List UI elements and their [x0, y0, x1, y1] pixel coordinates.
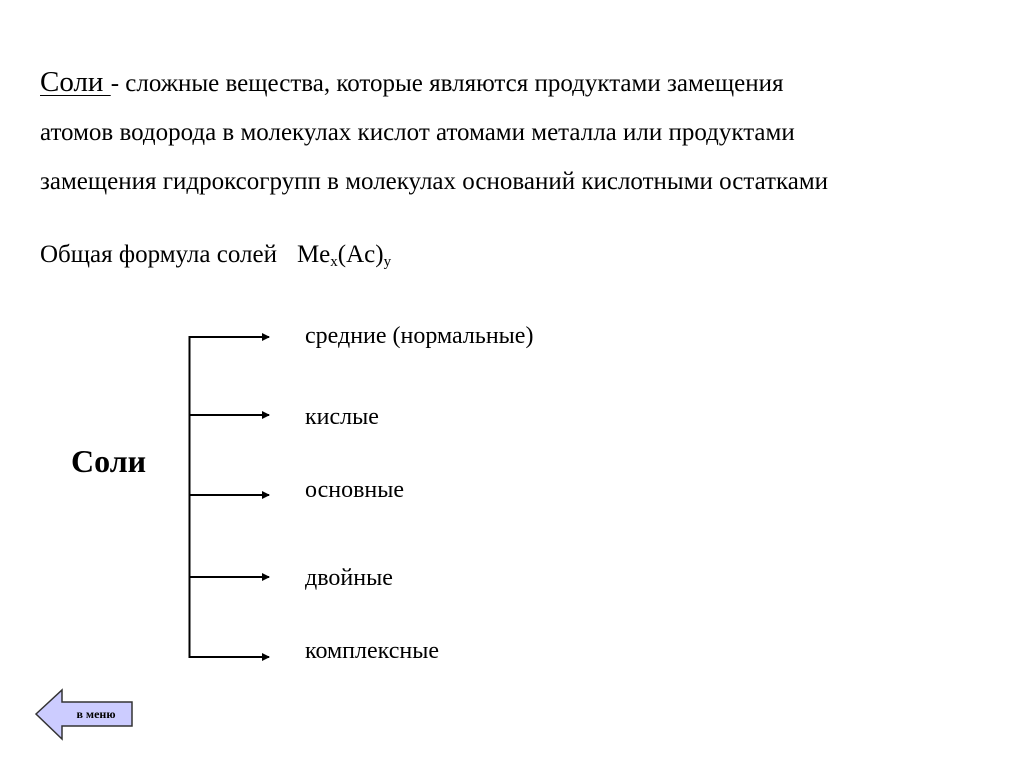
branch-dvoynye: двойные: [305, 565, 393, 591]
definition-line-3: замещения гидроксогрупп в молекулах оснований кислотными остатками: [40, 168, 829, 195]
tree-root-soli: Соли: [71, 443, 147, 479]
formula-label: Общая формула солей: [40, 241, 277, 268]
branch-kislye: кислые: [305, 404, 379, 430]
definition-text-1: сложные вещества, которые являются продуктами замещения: [125, 70, 784, 97]
formula-me: Me: [296, 241, 331, 268]
definition-dash: -: [110, 70, 126, 97]
back-to-menu-button[interactable]: [34, 688, 136, 742]
formula-sub-y: y: [383, 254, 392, 270]
branch-srednie: средние (нормальные): [305, 323, 534, 349]
formula-sub-x: x: [330, 254, 338, 270]
back-to-menu-label: в меню: [76, 707, 116, 721]
branch-osnovnye: основные: [305, 477, 405, 503]
formula-ac: (Ac): [337, 241, 384, 268]
definition-line-2: атомов водорода в молекулах кислот атомами металла или продуктами: [40, 119, 795, 146]
term-soli: Соли: [40, 66, 111, 98]
branch-kompleksnye: комплексные: [305, 638, 439, 664]
